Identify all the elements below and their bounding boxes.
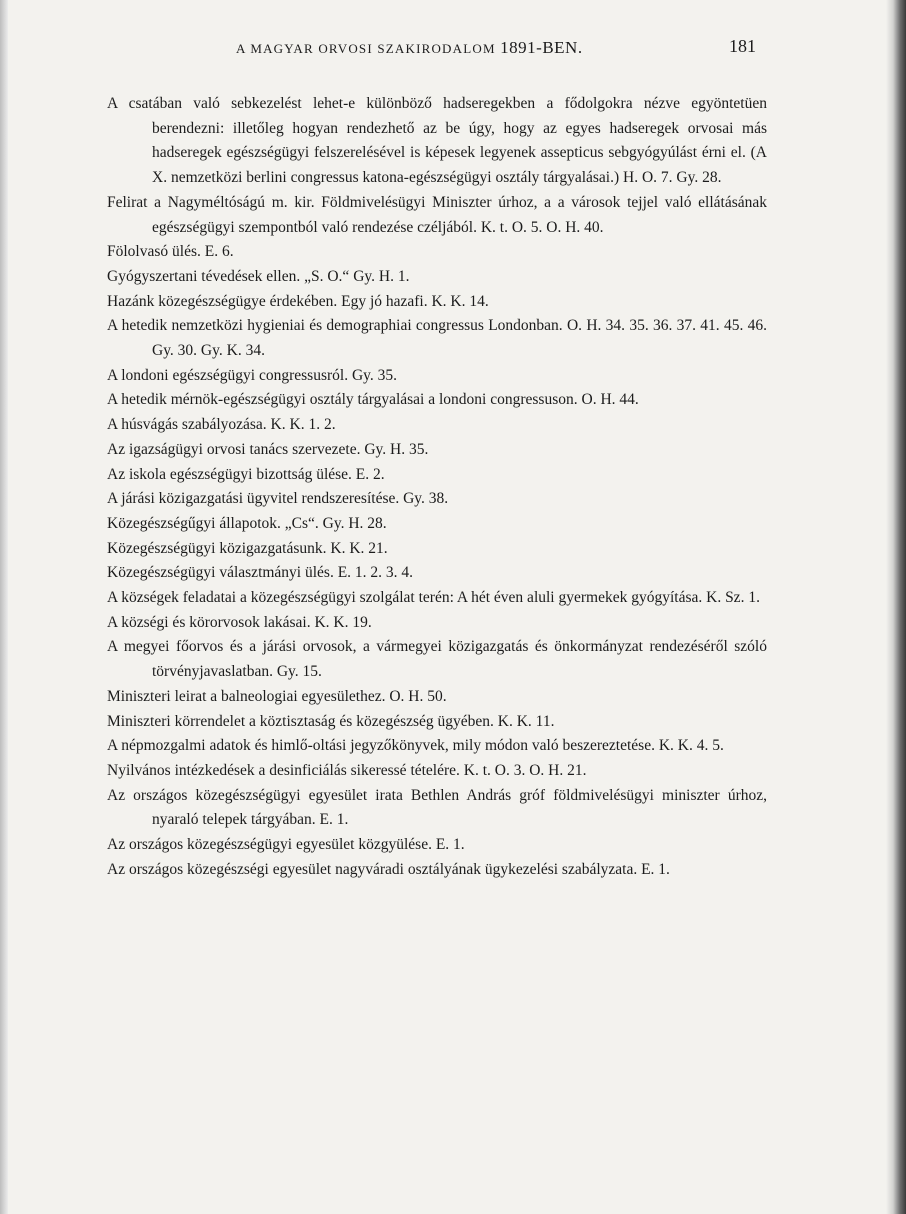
bibliography-entry: Miniszteri leirat a balneologiai egyesülethez. O. H. 50.: [107, 687, 447, 705]
bibliography-entry: A megyei főorvos és a járási orvosok, a vármegyei közigazgatás és önkormányzat rendezéséről szóló törvényjavaslatban. Gy. 15.: [107, 638, 767, 681]
bibliography-entry: A járási közigazgatási ügyvitel rendszeresítése. Gy. 38.: [107, 490, 449, 508]
bibliography-entries: [107, 92, 767, 883]
bibliography-entry: Gyógyszertani tévedések ellen. „S. O.“ Gy. H. 1.: [107, 267, 410, 285]
running-title-year: 1891-BEN.: [500, 38, 583, 57]
bibliography-entry: A londoni egészségügyi congressusról. Gy. 35.: [107, 366, 398, 384]
bibliography-entry: Felirat a Nagyméltóságú m. kir. Földmivelésügyi Miniszter úrhoz, a a városok tejjel való ellátásának egészségügyi szempontból való rendezése czéljából. K. t. O. 5. O. H. 40.: [107, 193, 767, 236]
bibliography-entry: Az országos közegészségügyi egyesület közgyülése. E. 1.: [107, 836, 465, 854]
bibliography-entry: Miniszteri körrendelet a köztisztaság és közegészség ügyében. K. K. 11.: [107, 712, 555, 730]
bibliography-entry: Fölolvasó ülés. E. 6.: [107, 243, 234, 261]
bibliography-entry: Az országos közegészségügyi egyesület irata Bethlen András gróf földmivelésügyi miniszter úrhoz, nyaraló telepek tárgyában. E. 1.: [107, 786, 767, 829]
bibliography-entry: Az iskola egészségügyi bizottság ülése. E. 2.: [107, 465, 385, 483]
bibliography-entry: A községek feladatai a közegészségügyi szolgálat terén: A hét éven aluli gyermekek gyógyítása. K. Sz. 1.: [107, 589, 760, 607]
bibliography-entry: Az országos közegészségi egyesület nagyváradi osztályának ügykezelési szabályzata. E. 1.: [107, 860, 670, 878]
bibliography-entry: Közegészségűgyi állapotok. „Cs“. Gy. H. 28.: [107, 514, 387, 532]
bibliography-entry: A hetedik nemzetközi hygieniai és demographiai congressus Londonban. O. H. 34. 35. 36. 37. 41. 45. 46. Gy. 30. Gy. K. 34.: [107, 317, 767, 360]
running-title: A MAGYAR ORVOSI SZAKIRODALOM: [236, 41, 496, 56]
bibliography-entry: A hetedik mérnök-egészségügyi osztály tárgyalásai a londoni congressuson. O. H. 44.: [107, 391, 639, 409]
bibliography-entry: A népmozgalmi adatok és himlő-oltási jegyzőkönyvek, mily módon való beszereztetése. K. K. 4. 5.: [107, 737, 724, 755]
bibliography-entry: A húsvágás szabályozása. K. K. 1. 2.: [107, 416, 336, 434]
right-page-edge: [886, 0, 906, 1214]
bibliography-entry: Közegészségügyi választmányi ülés. E. 1. 2. 3. 4.: [107, 564, 414, 582]
page-number: 181: [729, 36, 756, 56]
running-head: [236, 38, 583, 58]
left-page-edge: [0, 0, 8, 1214]
bibliography-entry: Hazánk közegészségügye érdekében. Egy jó hazafi. K. K. 14.: [107, 292, 489, 310]
bibliography-entry: Nyilvános intézkedések a desinficiálás sikeressé tételére. K. t. O. 3. O. H. 21.: [107, 761, 587, 779]
bibliography-entry: Az igazságügyi orvosi tanács szervezete. Gy. H. 35.: [107, 440, 429, 458]
bibliography-entry: A csatában való sebkezelést lehet-e különböző hadseregekben a fődolgokra nézve egyöntetüen berendezni: illetőleg hogyan rendezhető az be úgy, hogy az egyes hadseregek orvosai más hadseregek egészségügyi felszerelésével is képesek legyenek assepticus sebgyógyúlást érni el. (A X. nemzetközi berlini congressus katona-egészségügyi osztály tárgyalásai.) H. O. 7. Gy. 28.: [107, 95, 767, 187]
bibliography-entry: Közegészségügyi közigazgatásunk. K. K. 21.: [107, 539, 388, 557]
bibliography-entry: A községi és körorvosok lakásai. K. K. 19.: [107, 613, 372, 631]
